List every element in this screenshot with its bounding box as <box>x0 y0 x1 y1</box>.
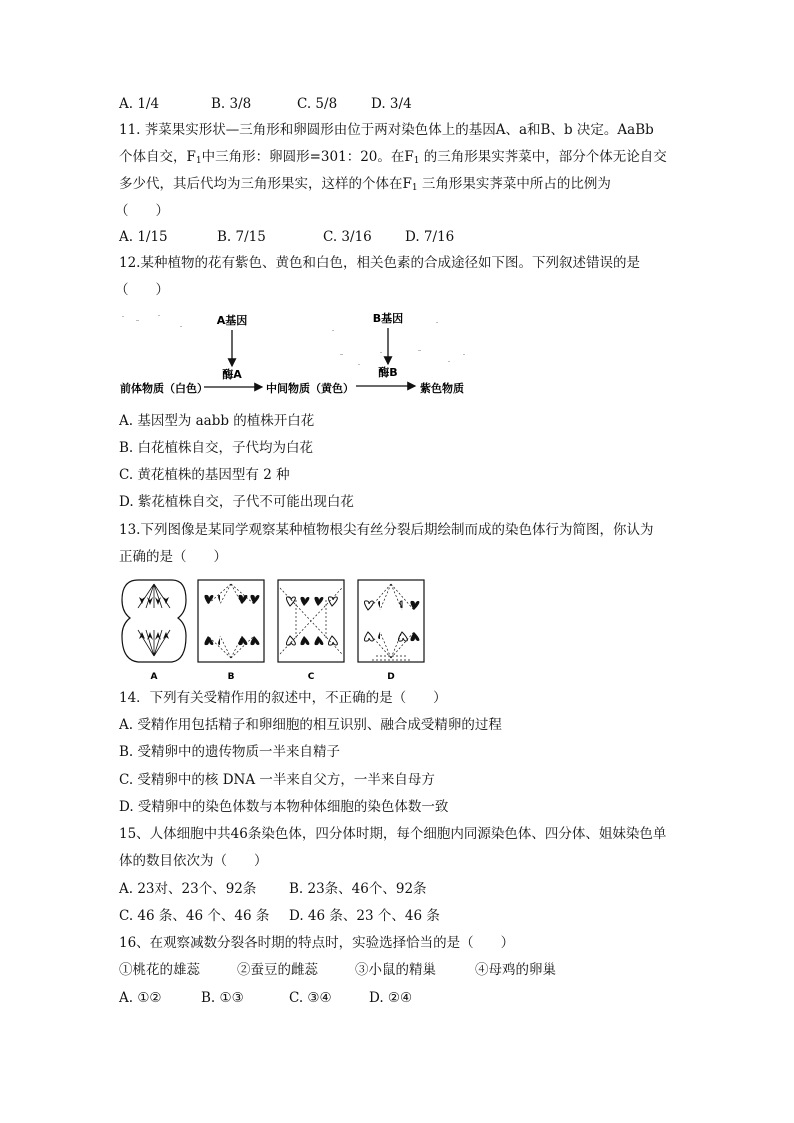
q11-stem-line2 <box>119 147 667 171</box>
q15-options-row2 <box>119 906 440 926</box>
q11-option-c[interactable]: C. 3/16 <box>323 229 372 245</box>
q11-text: 三角形果实荠菜中所占的比例为 <box>417 176 611 192</box>
q14-option-c[interactable]: C. 受精卵中的核 DNA 一半来自父方，一半来自母方 <box>119 772 435 788</box>
q15-options-row1 <box>119 879 427 899</box>
q15-option-a[interactable]: A. 23对、23个、92条 <box>119 881 257 897</box>
q12-option-d[interactable]: D. 紫花植株自交，子代不可能出现白花 <box>119 494 354 510</box>
q12-option-c[interactable]: C. 黄花植株的基因型有 2 种 <box>119 467 290 483</box>
q11-sub: 1 <box>195 156 202 166</box>
figure-c-label: C <box>307 672 315 682</box>
q14-option-a[interactable]: A. 受精作用包括精子和卵细胞的相互识别、融合成受精卵的过程 <box>119 717 502 733</box>
figure-c[interactable] <box>278 580 344 682</box>
q12-option-b[interactable]: B. 白花植株自交，子代均为白花 <box>119 440 314 456</box>
product-label: 紫色物质 <box>420 382 464 395</box>
figure-d-label: D <box>387 672 395 682</box>
q11-options <box>119 227 454 247</box>
q10-option-c[interactable]: C. 5/8 <box>297 96 338 112</box>
q12-option-a[interactable]: A. 基因型为 aabb 的植株开白花 <box>119 413 315 429</box>
q11-option-d[interactable]: D. 7/16 <box>405 229 455 245</box>
q16-option-d[interactable]: D. ②④ <box>369 990 413 1006</box>
q15-option-c[interactable]: C. 46 条、46 个、46 条 <box>119 908 270 924</box>
q14-option-d[interactable]: D. 受精卵中的染色体数与本物种体细胞的染色体数一致 <box>119 799 449 815</box>
enzyme-a-label: 酶A <box>222 368 242 381</box>
q14-option-b[interactable]: B. 受精卵中的遗传物质一半来自精子 <box>119 744 341 760</box>
q11-answer-paren[interactable]: （ ） <box>115 203 169 219</box>
mitosis-figures <box>120 574 436 682</box>
q16-item-2: ②蚕豆的雌蕊 <box>237 962 318 978</box>
q11-option-a[interactable]: A. 1/15 <box>119 229 168 245</box>
q11-stem-line3 <box>119 174 611 198</box>
figure-b[interactable] <box>198 580 264 682</box>
q13-stem-line2: 正确的是（ ） <box>119 549 227 565</box>
pathway-diagram <box>118 306 470 400</box>
q14-stem: 14．下列有关受精作用的叙述中，不正确的是（ ） <box>119 690 447 706</box>
intermediate-label: 中间物质（黄色） <box>266 382 354 395</box>
scan-noise <box>122 315 465 365</box>
figure-a[interactable] <box>122 580 186 682</box>
q16-option-b[interactable]: B. ①③ <box>201 990 244 1006</box>
q11-option-b[interactable]: B. 7/15 <box>217 229 266 245</box>
precursor-label: 前体物质（白色） <box>120 382 208 395</box>
q10-option-b[interactable]: B. 3/8 <box>211 96 252 112</box>
q16-option-a[interactable]: A. ①② <box>119 990 162 1006</box>
figure-a-label: A <box>150 672 158 682</box>
q10-option-d[interactable]: D. 3/4 <box>371 96 412 112</box>
q15-stem-line2: 体的数目依次为（ ） <box>119 853 268 869</box>
q10-options <box>119 94 412 114</box>
q16-option-c[interactable]: C. ③④ <box>289 990 332 1006</box>
q11-text: 多少代，其后代均为三角形果实，这样的个体在F <box>119 176 412 192</box>
q15-stem-line1: 15、人体细胞中共46条染色体，四分体时期，每个细胞内同源染色体、四分体、姐妹染色单 <box>119 826 667 842</box>
gene-b-label: B基因 <box>372 312 404 325</box>
q11-text: 个体自交，F <box>119 149 196 165</box>
q12-answer-paren[interactable]: （ ） <box>115 282 169 298</box>
enzyme-b-label: 酶B <box>378 366 398 379</box>
figure-b-label: B <box>227 672 235 682</box>
cell-outline <box>198 580 264 662</box>
q11-sub: 1 <box>413 156 420 166</box>
q11-sub: 1 <box>411 183 418 193</box>
cell-outline <box>358 580 424 662</box>
q16-stem: 16、在观察减数分裂各时期的特点时，实验选择恰当的是（ ） <box>119 935 515 951</box>
q13-stem-line1: 13.下列图像是某同学观察某种植物根尖有丝分裂后期绘制而成的染色体行为简图，你认为 <box>119 522 654 538</box>
q16-item-4: ④母鸡的卵巢 <box>475 962 556 978</box>
q12-stem: 12.某种植物的花有紫色、黄色和白色，相关色素的合成途径如下图。下列叙述错误的是 <box>119 255 640 271</box>
figure-d[interactable] <box>358 580 424 682</box>
gene-a-label: A基因 <box>216 314 248 327</box>
q11-text: 中三角形：卵圆形=301：20。在F <box>201 149 414 165</box>
q11-stem-line1: 11. 荠菜果实形状—三角形和卵圆形由位于两对染色体上的基因A、a和B、b 决定。AaBb <box>119 122 654 138</box>
q15-option-d[interactable]: D. 46 条、23 个、46 条 <box>289 908 440 924</box>
q16-items <box>119 960 556 980</box>
q16-item-1: ①桃花的雄蕊 <box>119 962 200 978</box>
q16-options <box>119 988 412 1008</box>
q15-option-b[interactable]: B. 23条、46个、92条 <box>289 881 427 897</box>
q10-option-a[interactable]: A. 1/4 <box>119 96 160 112</box>
q11-text: 的三角形果实荠菜中，部分个体无论自交 <box>419 149 667 165</box>
q16-item-3: ③小鼠的精巢 <box>355 962 436 978</box>
